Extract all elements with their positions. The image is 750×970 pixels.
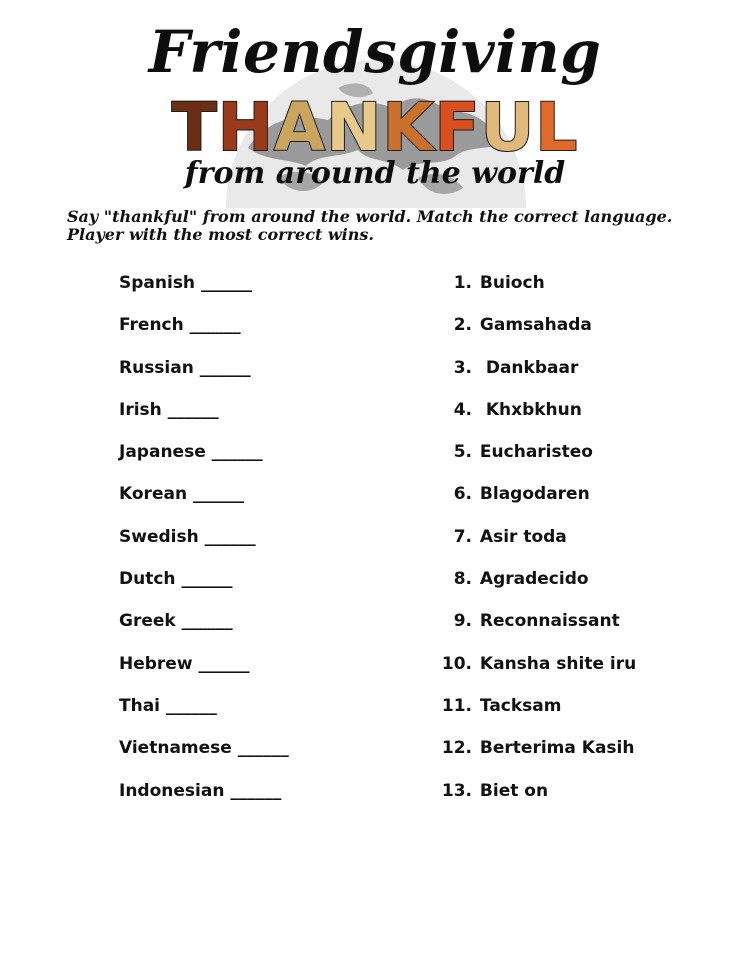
answer-word: Khxbkhun [479,399,582,420]
thankful-letter: A [274,89,327,166]
answer-item [440,608,636,650]
answer-item [440,270,636,312]
answer-word: Eucharisteo [479,442,593,463]
language-item: Russian ______ [119,357,251,378]
answer-number: 5. [453,442,472,463]
thankful-letter: L [535,89,579,166]
thankful-letter: F [434,89,481,166]
answer-word: Tacksam [479,695,562,716]
thankful-letter: N [326,89,383,166]
answer-number: 8. [453,569,472,590]
answer-word: Agradecido [479,569,589,590]
instructions-text: Say "thankful" from around the world. Match the correct language. Player with the most correct wins. [67,207,673,244]
answer-number: 3. [453,357,472,378]
answer-word: Gamsahada [479,315,592,336]
answer-number: 1. [453,273,472,293]
answer-item [440,524,636,566]
answer-number: 10. [441,653,472,674]
language-item: Hebrew ______ [119,653,250,674]
thankful-letter: T [171,89,218,166]
answer-word: Asir toda [479,526,567,547]
language-item: Thai ______ [119,695,217,716]
thankful-letter: U [480,89,536,166]
answer-number: 7. [453,526,472,547]
answer-item [440,651,636,693]
answer-item [440,397,636,439]
language-item: Vietnamese ______ [119,738,289,759]
answer-word: Blagodaren [479,484,590,505]
answer-number: 11. [441,695,472,716]
language-item: Dutch ______ [119,569,233,590]
answer-item [440,735,636,777]
answer-list [440,270,636,820]
answer-word: Buioch [479,273,545,293]
language-item: French ______ [119,315,241,336]
thankful-letter: H [217,89,275,166]
answer-item [440,693,636,735]
answer-number: 9. [453,611,472,632]
answer-item [440,439,636,481]
language-item: Japanese ______ [119,442,263,463]
language-item: Indonesian ______ [119,780,282,801]
answer-word: Biet on [479,780,549,801]
thankful-word [0,89,750,166]
answer-item [440,566,636,608]
answer-word: Kansha shite iru [479,653,637,674]
answer-item [440,481,636,523]
language-item: Greek ______ [119,611,233,632]
answer-number: 6. [453,484,472,505]
answer-number: 12. [441,738,472,759]
answer-item [440,778,636,820]
answer-number: 13. [441,780,472,801]
page-title: Friendsgiving [148,18,602,86]
answer-word: Dankbaar [479,357,579,378]
answer-word: Berterima Kasih [479,738,635,759]
answer-item [440,312,636,354]
language-item: Korean ______ [119,484,244,505]
answer-number: 2. [453,315,472,336]
language-item: Spanish ______ [119,273,252,293]
answer-word: Reconnaissant [479,611,620,632]
language-item: Irish ______ [119,399,219,420]
answer-item [440,355,636,397]
language-list [119,270,289,820]
answer-number: 4. [453,399,472,420]
language-item: Swedish ______ [119,526,256,547]
page-subtitle: from around the world [184,156,566,191]
thankful-letter: K [382,89,435,166]
